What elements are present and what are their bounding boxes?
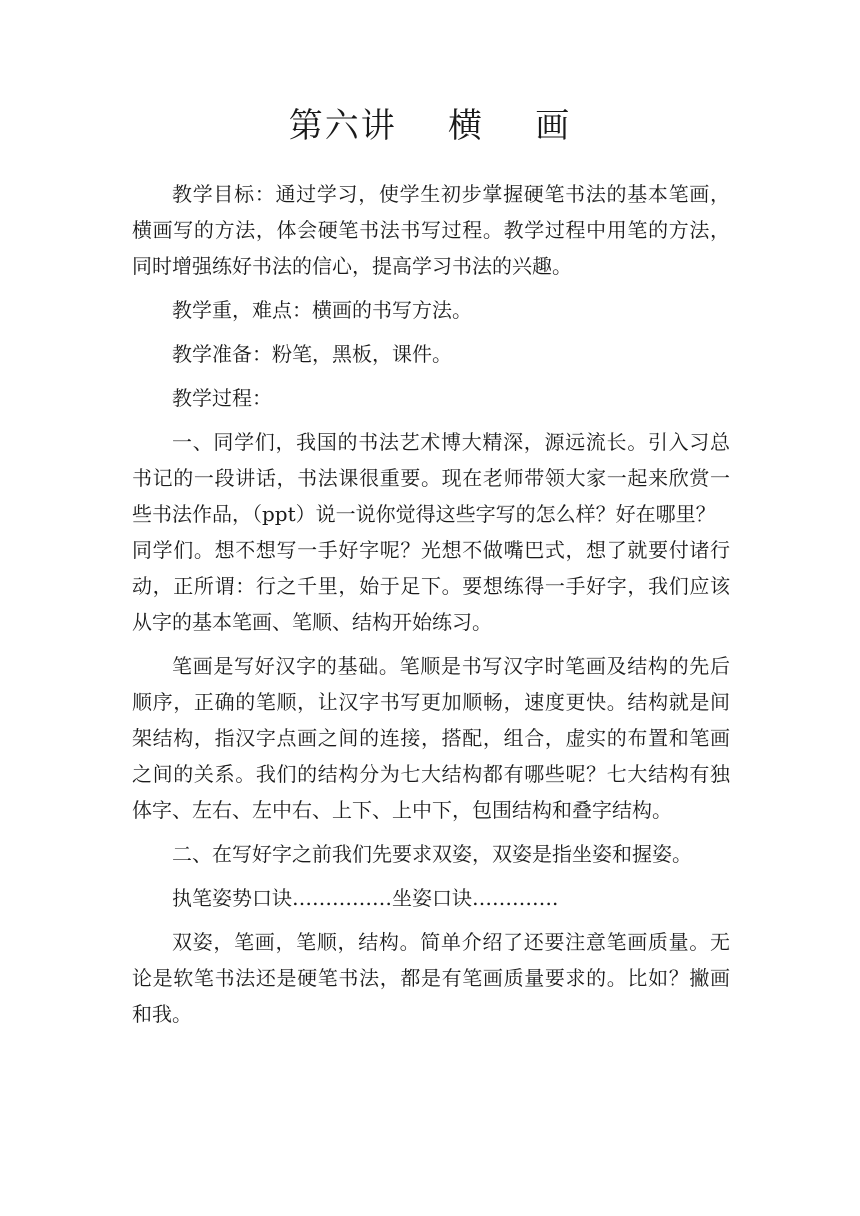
paragraph-motivation: 同学们。想不想写一手好字呢？光想不做嘴巴式，想了就要付诸行动，正所谓：行之千里，始于足下。要想练得一手好字，我们应该从字的基本笔画、笔顺、结构开始练习。 — [132, 538, 730, 634]
paragraph-strokes-structure: 笔画是写好汉字的基础。笔顺是书写汉字时笔画及结构的先后顺序，正确的笔顺，让汉字书写更加顺畅，速度更快。结构就是间架结构，指汉字点画之间的连接，搭配，组合，虚实的布置和笔画之间的关系。我们的结构分为七大结构都有哪些呢？七大结构有独体字、左右、左中右、上下、上中下，包围结构和叠字结构。 — [132, 654, 730, 822]
paragraph-section-one: 一、同学们，我国的书法艺术博大精深，源远流长。引入习总书记的一段讲话，书法课很重要。现在老师带领大家一起来欣赏一些书法作品，（ppt）说一说你觉得这些字写的怎么样？好在哪里？ — [132, 430, 730, 526]
paragraph-key-points: 教学重，难点：横画的书写方法。 — [172, 298, 472, 322]
paragraph-objectives: 教学目标：通过学习，使学生初步掌握硬笔书法的基本笔画，横画写的方法，体会硬笔书法书写过程。教学过程中用笔的方法，同时增强练好书法的信心，提高学习书法的兴趣。 — [132, 182, 730, 278]
document-body — [132, 176, 730, 1032]
paragraph-stroke-quality: 双姿，笔画，笔顺，结构。简单介绍了还要注意笔画质量。无论是软笔书法还是硬笔书法，都是有笔画质量要求的。比如？撇画和我。 — [132, 930, 730, 1026]
page-title: 第六讲 横 画 — [288, 106, 572, 146]
paragraph-process-heading: 教学过程： — [172, 386, 272, 410]
paragraph-preparation: 教学准备：粉笔，黑板，课件。 — [172, 342, 452, 366]
paragraph-posture-rhymes: 执笔姿势口诀……………坐姿口诀…………. — [172, 886, 559, 910]
paragraph-section-two: 二、在写好字之前我们先要求双姿，双姿是指坐姿和握姿。 — [172, 842, 692, 866]
